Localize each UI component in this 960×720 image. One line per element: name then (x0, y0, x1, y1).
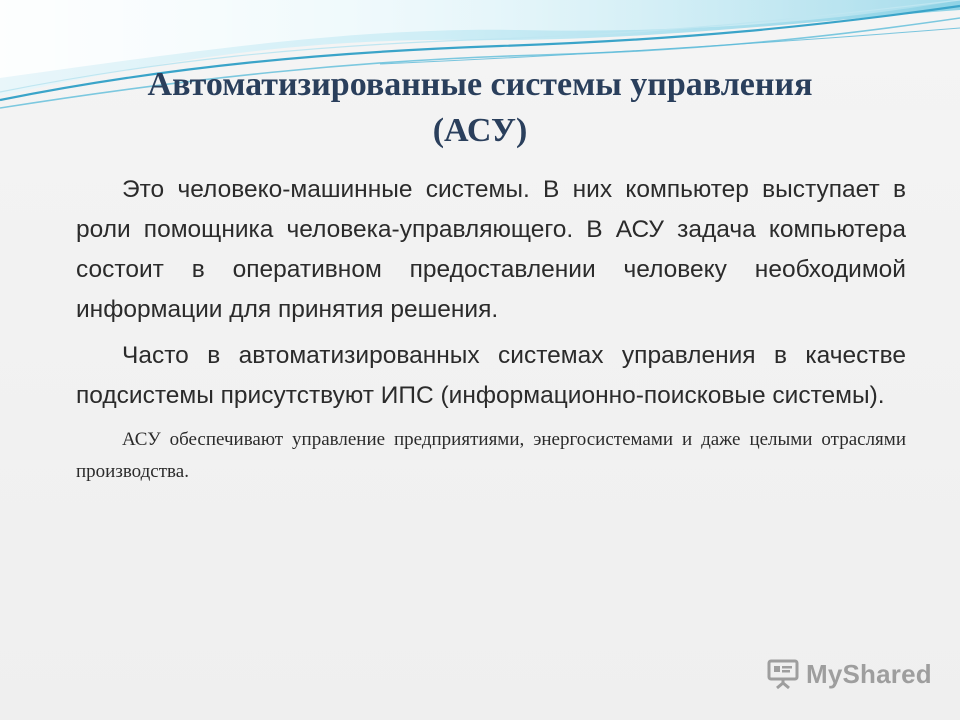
slide-title-line-2: (АСУ) (432, 112, 528, 149)
projector-screen-icon (766, 657, 800, 691)
paragraph-scope: АСУ обеспечивают управление предприятиями, энергосистемами и даже целыми отраслями производства. (76, 429, 906, 482)
slide-title (80, 62, 880, 154)
watermark-text: MyShared (806, 658, 932, 689)
watermark (766, 652, 932, 696)
slide-body (76, 170, 906, 488)
paragraph-ips: Часто в автоматизированных системах управления в качестве подсистемы присутствуют ИПС (информационно-поисковые системы). (76, 342, 906, 409)
paragraph-definition: Это человеко-машинные системы. В них компьютер выступает в роли помощника человека-управляющего. В АСУ задача компьютера состоит в оперативном предоставлении человеку необходимой информации для принятия решения. (76, 176, 906, 323)
slide-title-line-1: Автоматизированные системы управления (147, 66, 813, 103)
